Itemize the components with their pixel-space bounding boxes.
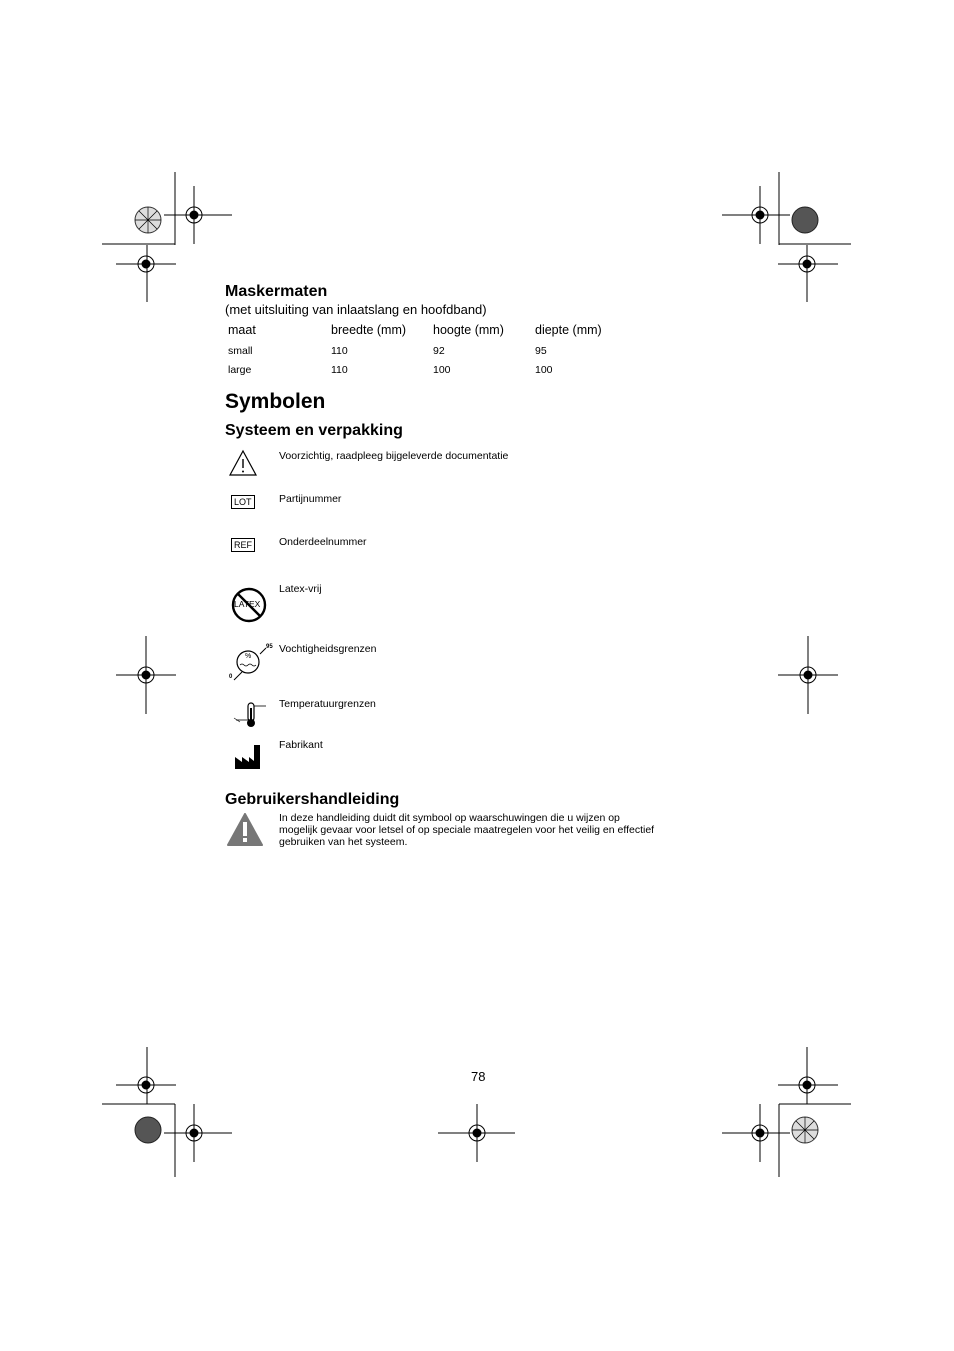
- symbol-label-caution: Voorzichtig, raadpleeg bijgeleverde documentatie: [279, 450, 509, 462]
- column-header-size: maat: [228, 323, 256, 337]
- user-manual-heading: Gebruikershandleiding: [225, 791, 400, 808]
- column-header-width: breedte (mm): [331, 323, 407, 337]
- warning-filled-triangle-icon: [227, 813, 263, 846]
- humidity-min-value: 0: [229, 674, 233, 680]
- symbols-title: Symbolen: [225, 390, 326, 413]
- table-cell: small: [228, 345, 253, 357]
- page-number: 78: [471, 1069, 486, 1084]
- symbol-label-humidity: Vochtigheidsgrenzen: [279, 643, 377, 655]
- sizes-subtitle: (met uitsluiting van inlaatslang en hoofdband): [225, 302, 487, 317]
- symbol-label-temperature: Temperatuurgrenzen: [279, 698, 376, 710]
- symbol-label-lot: Partijnummer: [279, 493, 342, 505]
- symbol-label-manufacturer: Fabrikant: [279, 739, 323, 751]
- table-cell: 92: [433, 345, 445, 357]
- symbol-label-latex: Latex-vrij: [279, 583, 322, 595]
- system-packaging-heading: Systeem en verpakking: [225, 422, 403, 439]
- ref-icon: REF: [231, 538, 255, 552]
- table-cell: 110: [331, 345, 348, 357]
- user-manual-description: In deze handleiding duidt dit symbool op waarschuwingen die u wijzen op mogelijk gevaar voor letsel of op speciale maatregelen voor het veilig en effectief gebruiken van het systeem.: [279, 812, 655, 848]
- table-cell: 100: [433, 364, 451, 376]
- sizes-heading: Maskermaten: [225, 283, 328, 300]
- manufacturer-icon: [234, 744, 262, 770]
- caution-triangle-icon: [228, 449, 258, 477]
- lot-icon: LOT: [231, 495, 255, 509]
- table-cell: 110: [331, 364, 348, 376]
- temperature-limit-icon: [230, 700, 270, 728]
- latex-free-icon: [230, 586, 268, 624]
- latex-free-icon-text: LATEX: [234, 599, 261, 609]
- humidity-limit-icon: [228, 642, 276, 684]
- table-cell: 95: [535, 345, 547, 357]
- humidity-percent-sign: %: [245, 653, 252, 660]
- table-cell: 100: [535, 364, 553, 376]
- column-header-height: hoogte (mm): [433, 323, 504, 337]
- symbol-label-ref: Onderdeelnummer: [279, 536, 367, 548]
- column-header-depth: diepte (mm): [535, 323, 602, 337]
- humidity-max-value: 95: [266, 644, 273, 650]
- table-cell: large: [228, 364, 252, 376]
